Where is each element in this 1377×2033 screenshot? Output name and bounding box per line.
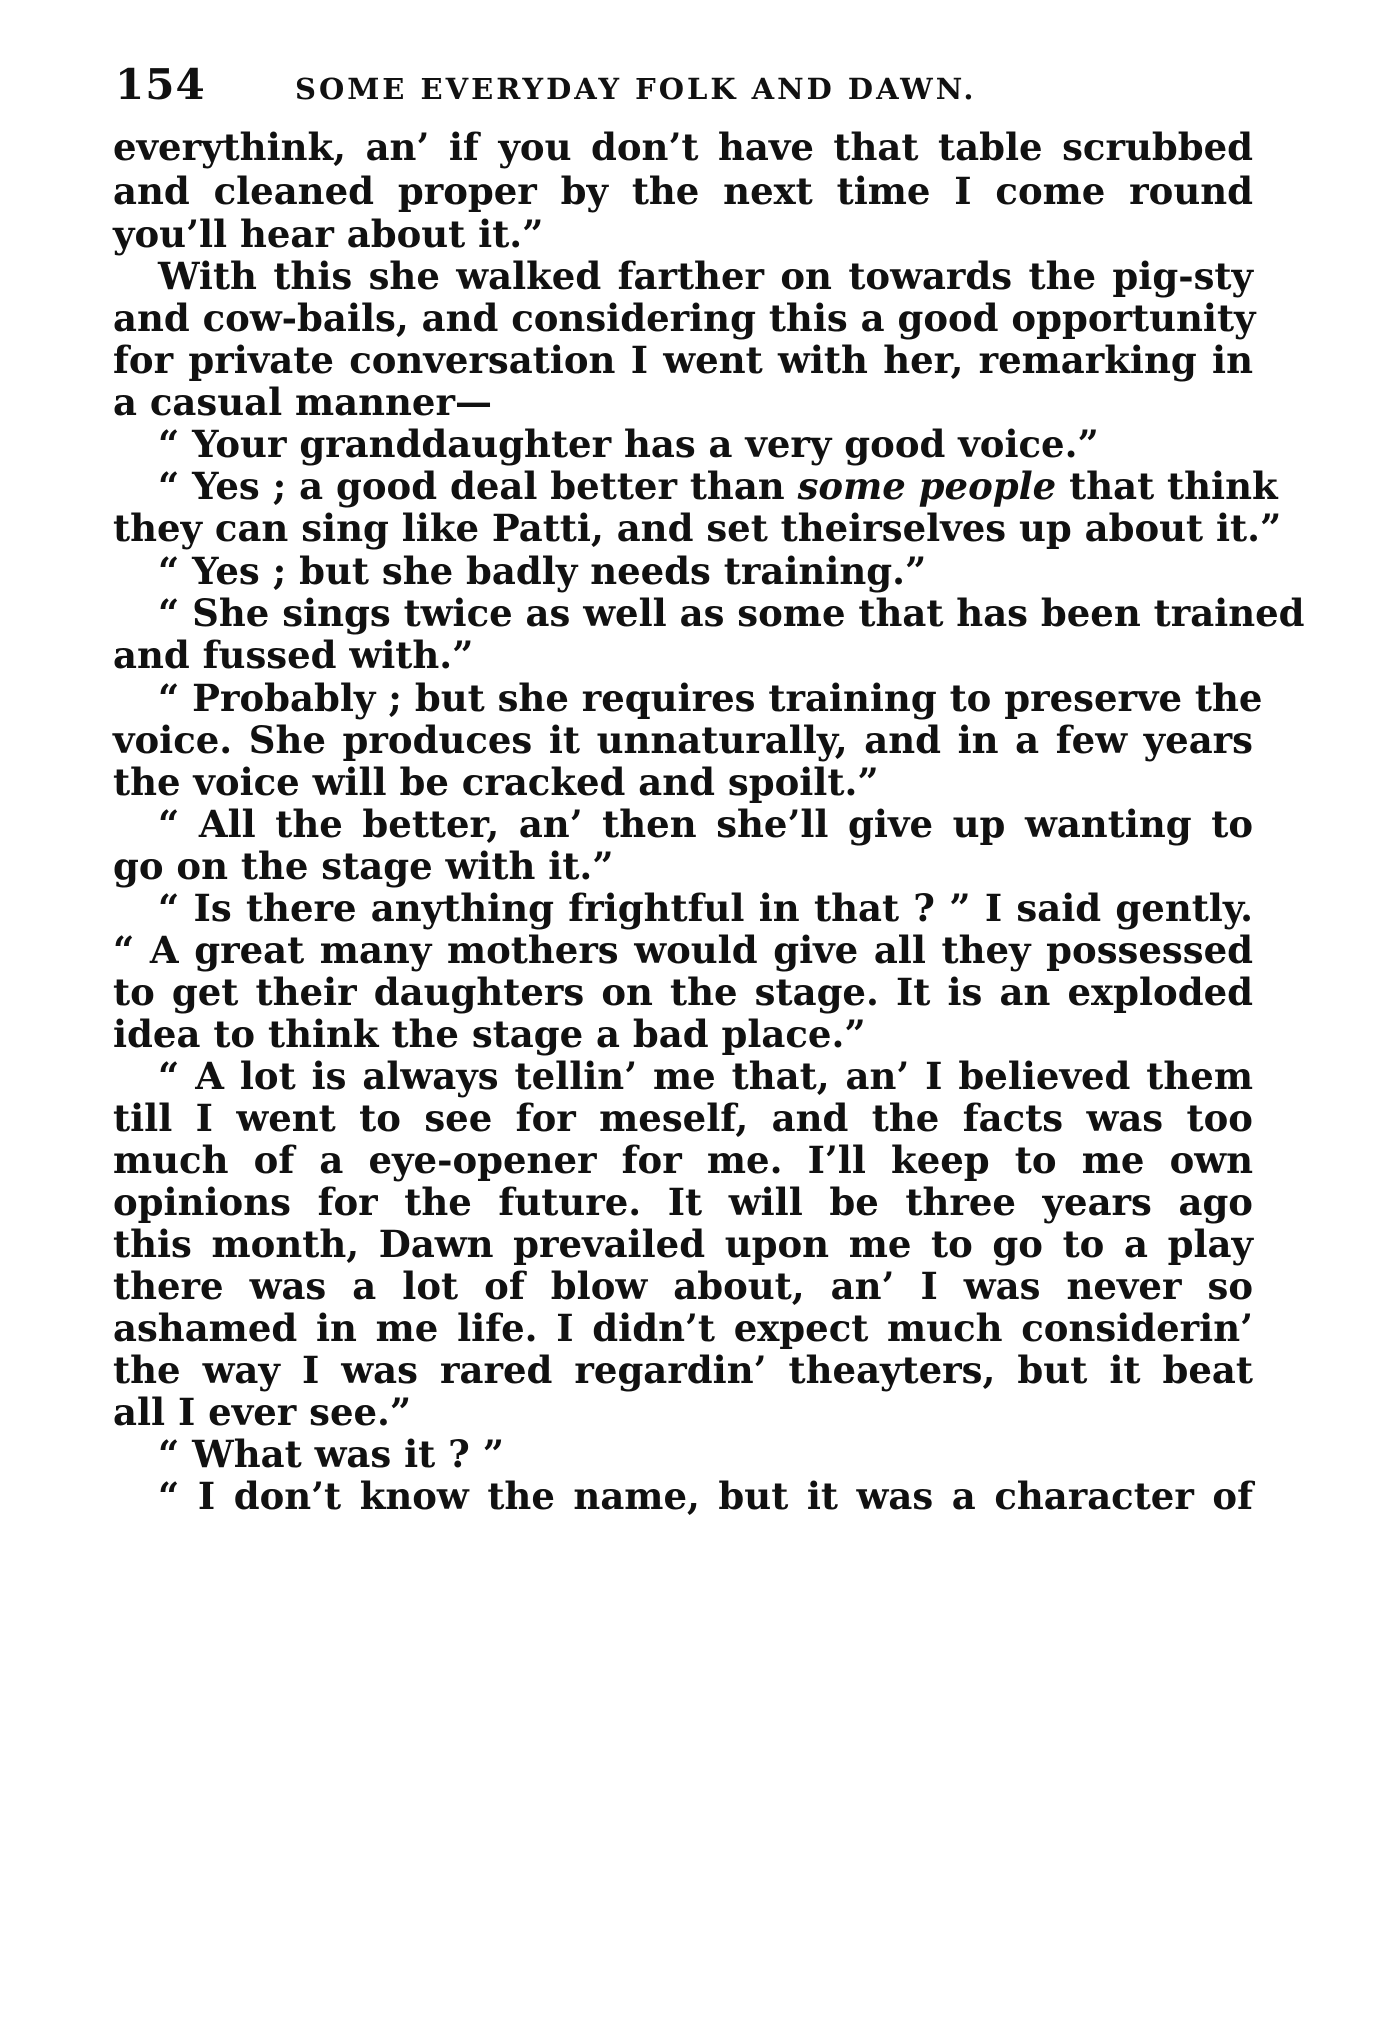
text-line: the voice will be cracked and spoilt.” <box>113 760 879 804</box>
text-line-with-emphasis <box>158 464 1278 508</box>
text-line: the way I was rared regardin’ theayters, but it beat <box>113 1348 1253 1392</box>
text-line: much of a eye-opener for me. I’ll keep to me own <box>113 1138 1253 1182</box>
text-line: ashamed in me life. I didn’t expect much considerin’ <box>113 1306 1253 1350</box>
text-line: go on the stage with it.” <box>113 844 614 888</box>
text-line: “ Is there anything frightful in that ? ” I said gently. <box>158 886 1253 930</box>
text-line: “ What was it ? ” <box>158 1432 504 1476</box>
text-line: “ A lot is always tellin’ me that, an’ I believed them <box>158 1054 1253 1098</box>
running-title: SOME EVERYDAY FOLK AND DAWN. <box>295 72 977 106</box>
text-segment: that think <box>1056 464 1278 508</box>
text-segment: “ Yes ; a good deal better than <box>158 464 798 508</box>
text-line: “ She sings twice as well as some that has been trained <box>158 591 1305 635</box>
text-line: this month, Dawn prevailed upon me to go to a play <box>113 1222 1253 1266</box>
text-line: everythink, an’ if you don’t have that table scrubbed <box>113 125 1253 169</box>
text-line: they can sing like Patti, and set theirselves up about it.” <box>113 506 1282 550</box>
text-line: all I ever see.” <box>113 1390 412 1434</box>
italic-emphasis: some people <box>797 464 1057 508</box>
text-line: and cleaned proper by the next time I come round <box>113 169 1253 213</box>
text-line: a casual manner— <box>113 380 492 424</box>
text-line: “ Your granddaughter has a very good voice.” <box>158 422 1099 466</box>
page-number: 154 <box>115 60 206 109</box>
text-line: and fussed with.” <box>113 633 474 677</box>
text-line: to get their daughters on the stage. It is an exploded <box>113 970 1253 1014</box>
text-line: there was a lot of blow about, an’ I was never so <box>113 1264 1253 1308</box>
text-line: for private conversation I went with her, remarking in <box>113 338 1253 382</box>
text-line: till I went to see for meself, and the facts was too <box>113 1096 1253 1140</box>
text-line: “ Probably ; but she requires training to preserve the <box>158 676 1263 720</box>
text-line: “ A great many mothers would give all they possessed <box>113 928 1253 972</box>
text-line: idea to think the stage a bad place.” <box>113 1012 866 1056</box>
text-line: “ All the better, an’ then she’ll give up wanting to <box>158 802 1253 846</box>
text-line: “ Yes ; but she badly needs training.” <box>158 549 927 593</box>
text-line: opinions for the future. It will be three years ago <box>113 1180 1253 1224</box>
text-line: voice. She produces it unnaturally, and in a few years <box>113 718 1253 762</box>
text-line: you’ll hear about it.” <box>113 212 544 256</box>
text-line: “ I don’t know the name, but it was a character of <box>158 1474 1253 1518</box>
text-line: With this she walked farther on towards the pig-sty <box>158 254 1253 298</box>
text-line: and cow-bails, and considering this a good opportunity <box>113 296 1256 340</box>
